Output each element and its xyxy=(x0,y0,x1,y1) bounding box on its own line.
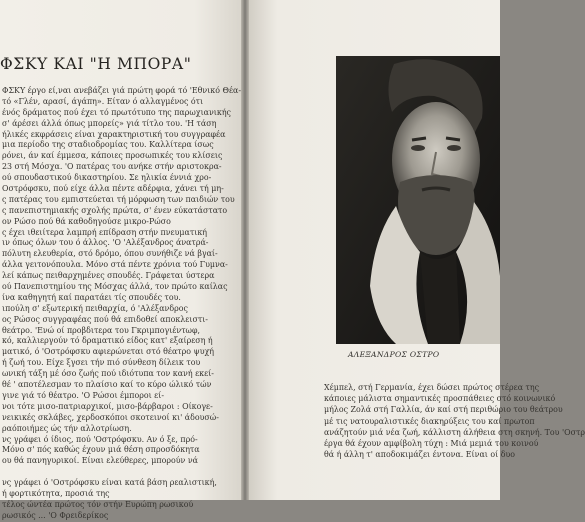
right-text-line: μήλος Ζολά στή Γαλλία, άν καί στή περιθώριο του θεάτρου xyxy=(324,405,563,415)
left-text-line: ή φορτικότητα, προσιά της xyxy=(2,488,110,498)
left-text-line: ιπούλη σ' εξωτερική πειθαρχία, ό 'Αλέξανδρος xyxy=(2,303,188,313)
book-gutter xyxy=(241,0,249,500)
portrait-photo xyxy=(336,56,500,344)
left-text-line: άλλα γειτονόπουλα. Μόνο στά πέντε χρόνια τού Γυμνα- xyxy=(2,260,228,270)
left-text-line: νς γράφει ό 'Οστρόφσκυ είναι κατά βάση ρεαλιστική, xyxy=(2,478,217,488)
left-text-line: ραόποιήμες ώς τήν αλλοτρίωση. xyxy=(2,423,132,433)
left-text-line: νς γράφει ό ίδιος, πού 'Οστρόφσκυ. Αν ό ξε, πρό- xyxy=(2,434,198,444)
left-text-line: ος Ρώσος συγγραφέας πού θά επιδοθεί αποκλειστι- xyxy=(2,314,208,324)
right-body-text xyxy=(324,382,585,460)
left-text-line: θεάτρο. 'Ενώ οί προβδιτερα του Γκριμπογιέντωφ, xyxy=(2,325,201,335)
left-text-line: κό, καλλιεργούν τό δραματικό είδος κατ' εξαίρεση ή xyxy=(2,336,213,346)
left-text-line: ον Ρώσο πού θά καθοδηγούσε μικρο-Ρώσο xyxy=(2,216,171,226)
left-text-line: ου θά πανηγυρικοί. Είναι ελεύθερες, μπορούν νά xyxy=(2,456,198,466)
left-text-line: Οστρόφσκυ, πού είχε άλλα πέντε αδέρφια, χάνει τή μη- xyxy=(2,184,224,194)
right-page xyxy=(247,0,585,500)
left-text-line: ού Πανεπιστημίου της Μόσχας άλλά, τον πρώτο καίλας xyxy=(2,282,228,292)
left-text-line: τέλος ώντέα πρώτος τόν στήν Ευρώπη ρωσικού xyxy=(2,499,194,509)
left-text-line: ρωσικός ... 'Ο Φρειδερίκος xyxy=(2,510,109,520)
left-text-line: ρόνει, άν καί έμμεσα, κάποιες προσωπικές του κλίσεις xyxy=(2,151,223,161)
left-text-line: νεικικές σκλάβες, χερδοσκόποι σκοτεινοί κι' άδουσώ- xyxy=(2,412,219,422)
left-text-line: ωνική τάξη μέ όσο ζωής πού ιδιότυπα τον κανή εκεί- xyxy=(2,369,214,379)
right-text-line: έργα θά έχουν αμφίβολη τύχη : Μιά μεμιά του κοινού xyxy=(324,438,539,448)
left-text-line: ίνα καθηγητή καί παρατάει τίς σπουδές του. xyxy=(2,292,181,302)
left-text-line: ήλικές εκφράσεις είναι χαρακτηριστική του συγγραφέα xyxy=(2,129,226,139)
portrait-caption: ΑΛΕΞΑΝΔΡΟΣ ΟΣΤΡΟ xyxy=(348,350,440,359)
left-page xyxy=(0,0,243,520)
left-text-line: 23 στή Μόσχα. 'Ο πατέρας του ανήκε στήν αριστοκρα- xyxy=(2,162,222,172)
left-text-line: ς έχει ιθειίτερα λαμπρή επίδραση στήν πνευματική xyxy=(2,227,207,237)
left-text-line: μια περίοδο της σταδιοδρομίας του. Καλλίτερα ίσως xyxy=(2,140,214,150)
portrait-left-eye xyxy=(411,145,425,151)
page-title: ΦΣΚΥ ΚΑΙ "Η ΜΠΟΡΑ" xyxy=(0,55,192,73)
left-text-line: σ' άρέσει άλλά όπως μπορείς» γιά τίτλο του. 'Η τάση xyxy=(2,118,217,128)
left-text-line: νοι τότε μισο-πατριαρχικοί, μισο-βάρβαροι : Οίκογε- xyxy=(2,401,213,411)
portrait-right-eye xyxy=(447,145,461,151)
right-text-line: μέ τις νατουραλιστικές διακηρύξεις του καί πρωτοπ xyxy=(324,416,535,426)
left-text-line: Μόνο σ' πός καθώς έχουν μιά θέση σπροσδόκητα xyxy=(2,445,200,455)
left-text-line: τό «Γλέν, αρασί, άγάπη». Είταν ό αλλαγμένος ότι xyxy=(2,96,204,106)
right-text-line: θά ή άλλη τ' αποδοκιμάζει έντονα. Είναι οί δυο xyxy=(324,450,516,460)
right-text-line: Χέμπελ, στή Γερμανία, έχει δώσει πρώτος στέρεα της xyxy=(324,383,540,392)
left-text-line: ματικό, ό 'Οστρόφσκυ αφιερώνεται στό θέατρο ψυχή xyxy=(2,347,215,357)
left-text-line: ιν όπως όλων του ό άλλος. 'Ο 'Αλέξανδρος άνατρά- xyxy=(2,238,209,248)
left-text-line: ΦΣΚΥ έργο εί,ναι ανεβάζει γιά πρώτη φορά τό 'Εθνικό Θέα- xyxy=(2,86,242,95)
portrait-illustration xyxy=(336,56,500,344)
left-text-line: λεί κάπως πειθαρχημένες σπουδές. Γράφεται ύστερα xyxy=(2,271,215,281)
left-text-line: ς πανεπιστημιακής σχολής πρώτα, σ' ένεν εύκατάστατο xyxy=(2,205,228,215)
left-text-line xyxy=(2,467,243,478)
left-body-text xyxy=(2,86,243,522)
left-text-line: ς πατέρας του εμπιστεύεται τή μόρφωση των παιδιών του xyxy=(2,194,235,204)
left-text-line: γινε γιά τό θέατρο. 'Ο Ρώσοι έμποροι εί- xyxy=(2,390,165,400)
right-text-line: κάποιες μάλιστα σημαντικές προσπάθειες στό κοινωνικό xyxy=(324,394,556,404)
left-text-line: ή ζωή του. Είχε ξγσει τήν πιό σύνθεση δίλεικ του xyxy=(2,358,201,368)
right-text-line: ανάζητούν μιά νέα ζωή, κάλλιστη άλήθεια στη σκηνή. Του 'Οστρ xyxy=(324,427,585,437)
left-text-line: ού σπουδαστικού δικαστηρίου. Σε ηλικία έννιά χρο- xyxy=(2,173,212,183)
left-text-line: ένός δράματος πού έχει τό πρωτότυπο της παρωχιανικής xyxy=(2,107,231,117)
left-text-line: πόλυτη ελευθερία, στό δρόμο, όπου συνήθιζε νά βγαί- xyxy=(2,249,218,259)
left-text-line: θέ ' αποτέλεσμαν το πλαίσιο καί το κύρο ώλικό τών xyxy=(2,380,212,390)
